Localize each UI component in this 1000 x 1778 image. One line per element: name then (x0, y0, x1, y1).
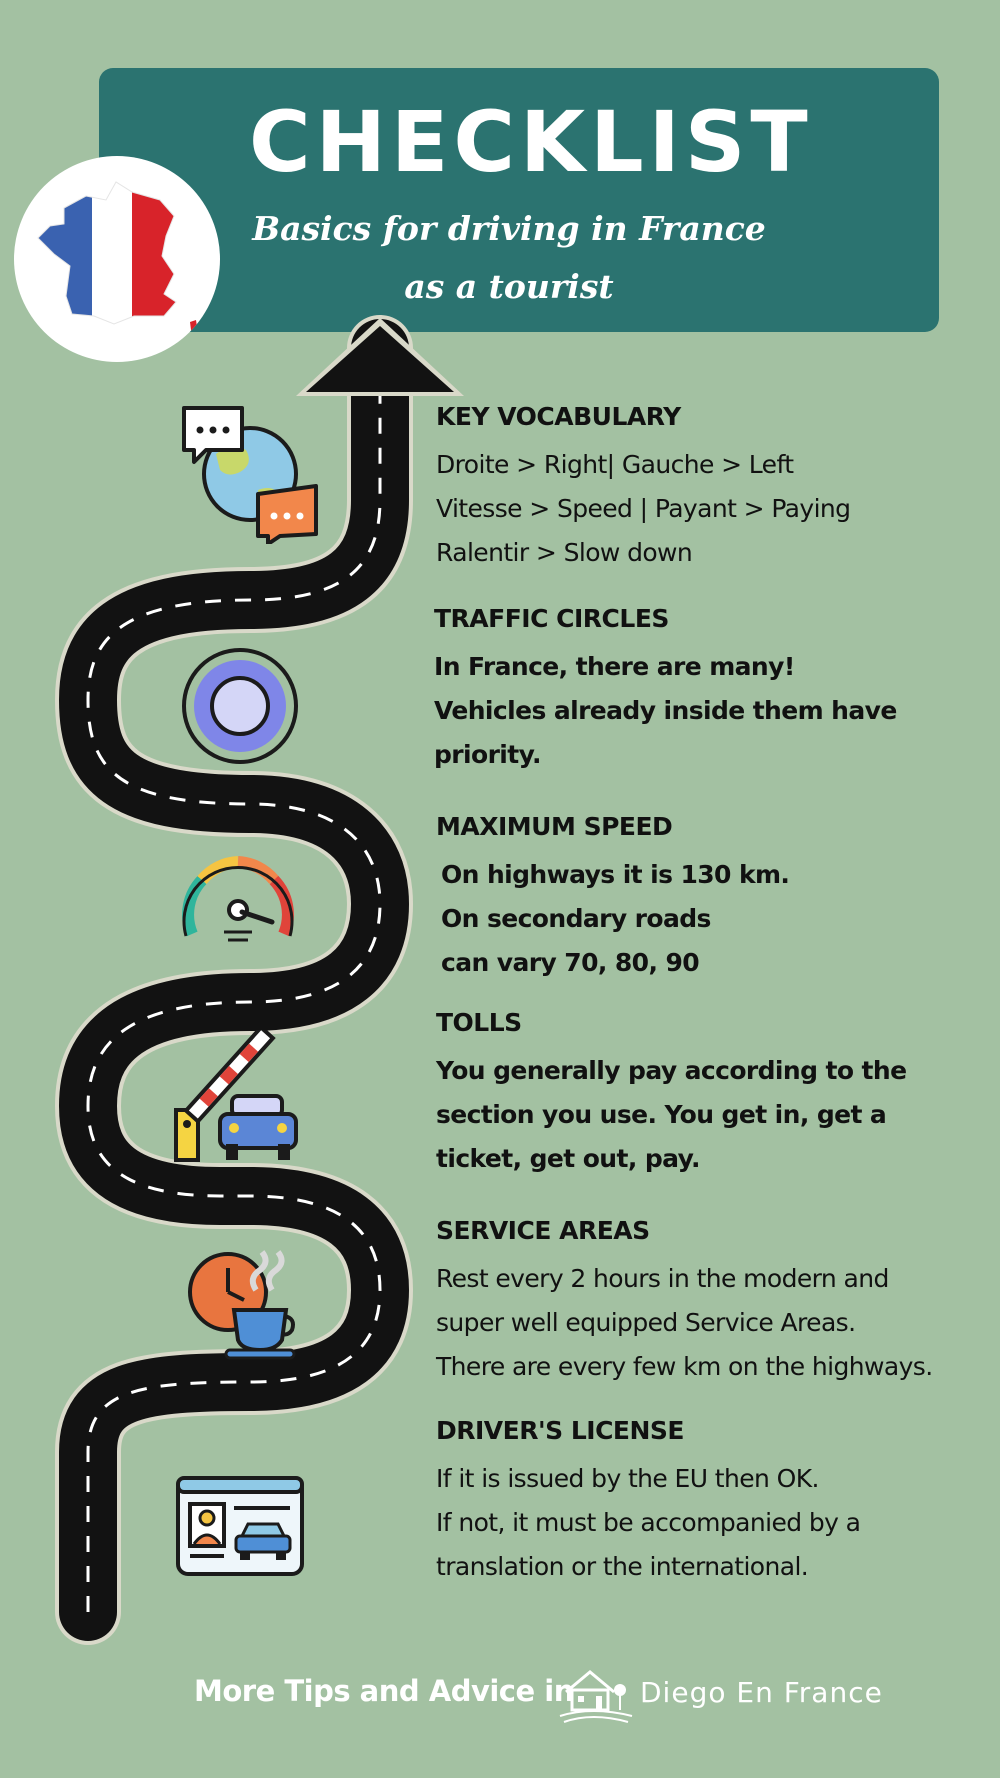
section-line: super well equipped Service Areas. (436, 1308, 856, 1337)
section-title: SERVICE AREAS (436, 1216, 650, 1245)
roundabout-icon (180, 646, 300, 766)
section-line: Droite > Right| Gauche > Left (436, 450, 794, 479)
footer (0, 1666, 1000, 1726)
section-line: section you use. You get in, get a (436, 1100, 887, 1129)
section-line: Rest every 2 hours in the modern and (436, 1264, 889, 1293)
section-line: In France, there are many! (434, 652, 795, 681)
section-line: If not, it must be accompanied by a (436, 1508, 861, 1537)
page-subtitle-line1: Basics for driving in France (252, 209, 766, 248)
section-title: MAXIMUM SPEED (436, 812, 673, 841)
page-subtitle-line2: as a tourist (404, 267, 614, 306)
section-line: Ralentir > Slow down (436, 538, 693, 567)
footer-text: More Tips and Advice in (194, 1674, 574, 1708)
section-line: If it is issued by the EU then OK. (436, 1464, 819, 1493)
section-traffic-circles (434, 606, 974, 777)
section-line: On highways it is 130 km. (441, 860, 790, 889)
section-title: TRAFFIC CIRCLES (434, 604, 669, 633)
page-title: CHECKLIST (249, 93, 813, 191)
section-title: KEY VOCABULARY (436, 402, 681, 431)
section-maximum-speed (436, 814, 976, 985)
section-line: Vehicles already inside them have (434, 696, 897, 725)
section-line: ticket, get out, pay. (436, 1144, 700, 1173)
section-line: Vitesse > Speed | Payant > Paying (436, 494, 851, 523)
toll-barrier-icon (170, 1030, 308, 1164)
section-drivers-license (436, 1418, 976, 1589)
clock-coffee-icon (186, 1250, 298, 1360)
section-line: can vary 70, 80, 90 (441, 948, 700, 977)
section-line: priority. (434, 740, 541, 769)
chat-globe-icon (176, 404, 324, 544)
section-line: You generally pay according to the (436, 1056, 907, 1085)
section-line: There are every few km on the highways. (436, 1352, 933, 1381)
section-line: translation or the international. (436, 1552, 809, 1581)
section-key-vocabulary (436, 404, 976, 575)
house-logo-icon[interactable] (556, 1666, 636, 1726)
section-service-areas (436, 1218, 976, 1389)
section-title: DRIVER'S LICENSE (436, 1416, 685, 1445)
section-title: TOLLS (436, 1008, 522, 1037)
brand-name[interactable]: Diego En France (640, 1676, 883, 1709)
speedometer-icon (178, 850, 298, 950)
section-tolls (436, 1010, 976, 1181)
drivers-license-icon (174, 1474, 306, 1578)
section-line: On secondary roads (441, 904, 711, 933)
